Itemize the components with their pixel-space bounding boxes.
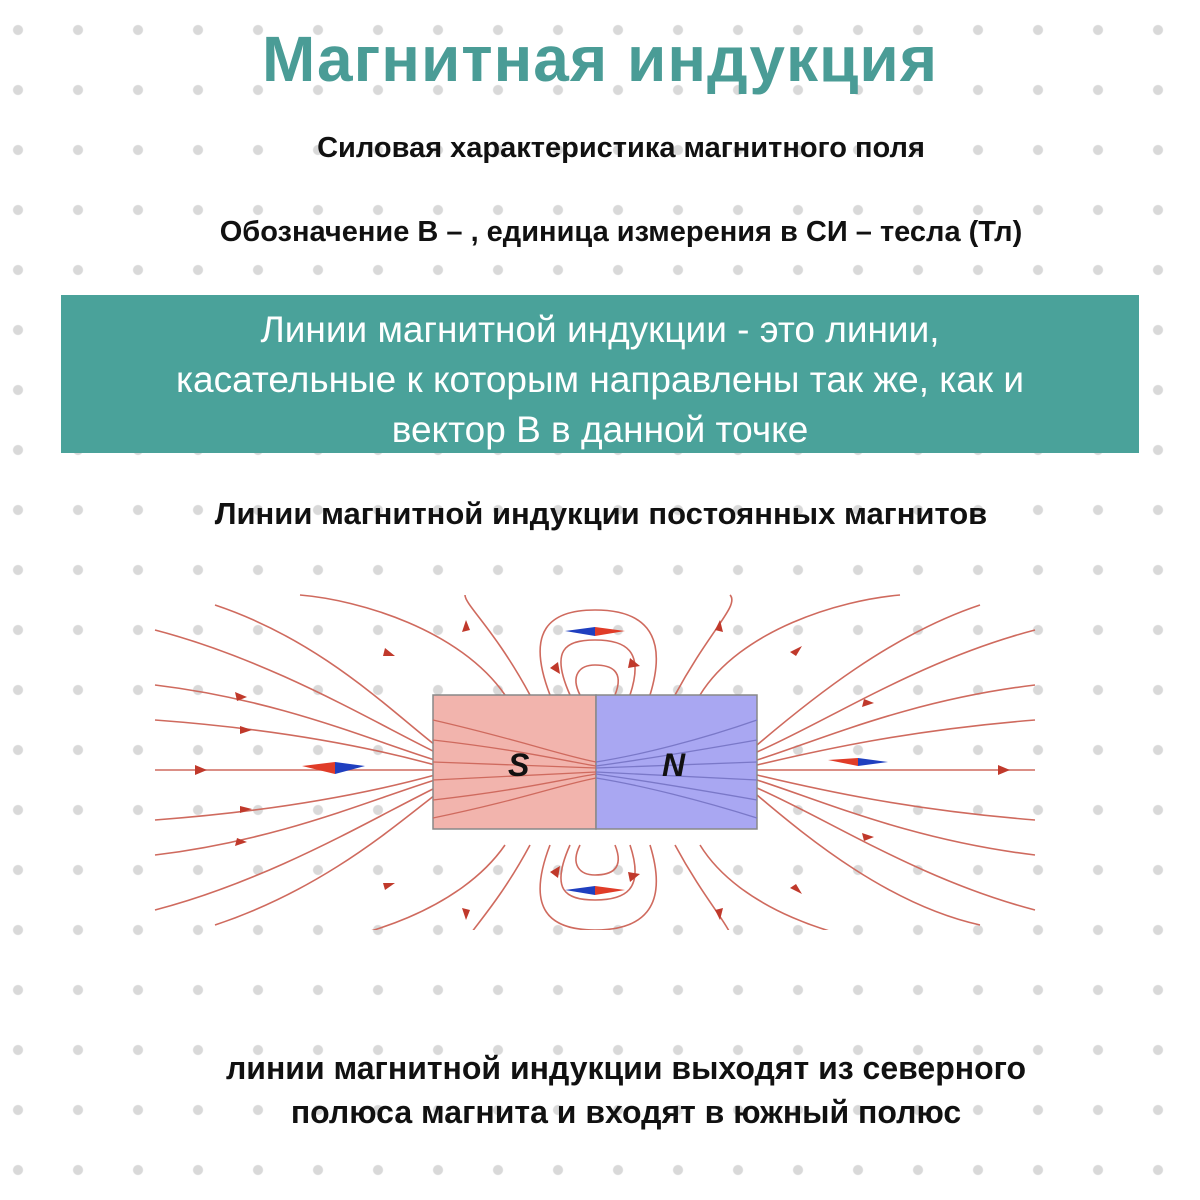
arrow-icon bbox=[240, 806, 252, 813]
arrow-icon bbox=[383, 648, 395, 656]
field-line bbox=[576, 665, 618, 695]
notation-line: Обозначение В – , единица измерения в СИ – тесла (Тл) bbox=[219, 216, 1023, 248]
field-line bbox=[675, 595, 732, 695]
field-line bbox=[465, 845, 530, 930]
field-line bbox=[757, 605, 980, 745]
arrow-icon bbox=[462, 620, 470, 632]
definition-line-2: касательные к которым направлены так же, как и bbox=[176, 359, 1024, 400]
field-line bbox=[215, 605, 435, 745]
field-line bbox=[465, 595, 530, 695]
field-line bbox=[155, 775, 435, 820]
field-line bbox=[155, 720, 435, 765]
field-line bbox=[700, 845, 900, 930]
definition-line-3: вектор В в данной точке bbox=[391, 409, 809, 450]
field-line bbox=[215, 795, 435, 925]
arrow-icon bbox=[998, 765, 1010, 775]
field-line bbox=[561, 640, 635, 695]
field-line bbox=[757, 795, 980, 925]
field-line bbox=[540, 610, 656, 695]
definition-line-1: Линии магнитной индукции - это линии, bbox=[260, 309, 940, 350]
arrow-icon bbox=[550, 866, 560, 878]
field-line bbox=[757, 775, 1035, 820]
north-label: N bbox=[662, 747, 686, 783]
field-line bbox=[155, 780, 435, 855]
field-line bbox=[757, 720, 1035, 765]
field-line bbox=[155, 685, 435, 760]
magnet-field-diagram bbox=[140, 590, 1050, 930]
arrow-icon bbox=[790, 646, 802, 656]
field-line bbox=[700, 595, 900, 695]
compass-needle-icon bbox=[565, 627, 625, 636]
conclusion-line-2: полюса магнита и входят в южный полюс bbox=[290, 1094, 962, 1130]
page-title: Магнитная индукция bbox=[261, 23, 939, 95]
field-line bbox=[675, 845, 732, 930]
conclusion-line-1: линии магнитной индукции выходят из северного bbox=[225, 1050, 1027, 1086]
field-line bbox=[757, 780, 1035, 855]
compass-needle-icon bbox=[302, 762, 365, 774]
south-label: S bbox=[508, 747, 530, 783]
field-line bbox=[757, 685, 1035, 760]
field-line bbox=[300, 845, 505, 930]
section-heading: Линии магнитной индукции постоянных магнитов bbox=[214, 496, 988, 531]
subtitle: Силовая характеристика магнитного поля bbox=[317, 132, 925, 164]
arrow-icon bbox=[862, 699, 874, 707]
compass-needle-icon bbox=[828, 758, 888, 766]
field-line bbox=[576, 845, 618, 875]
arrow-icon bbox=[790, 884, 802, 894]
definition-box bbox=[61, 295, 1139, 453]
arrow-icon bbox=[195, 765, 207, 775]
arrow-icon bbox=[240, 726, 252, 734]
bar-magnet bbox=[433, 695, 757, 829]
arrow-icon bbox=[383, 883, 395, 890]
conclusion-text bbox=[0, 1046, 1200, 1134]
compass-needle-icon bbox=[565, 886, 625, 895]
arrow-icon bbox=[862, 833, 874, 841]
arrow-icon bbox=[462, 908, 470, 920]
arrow-icon bbox=[550, 662, 560, 674]
